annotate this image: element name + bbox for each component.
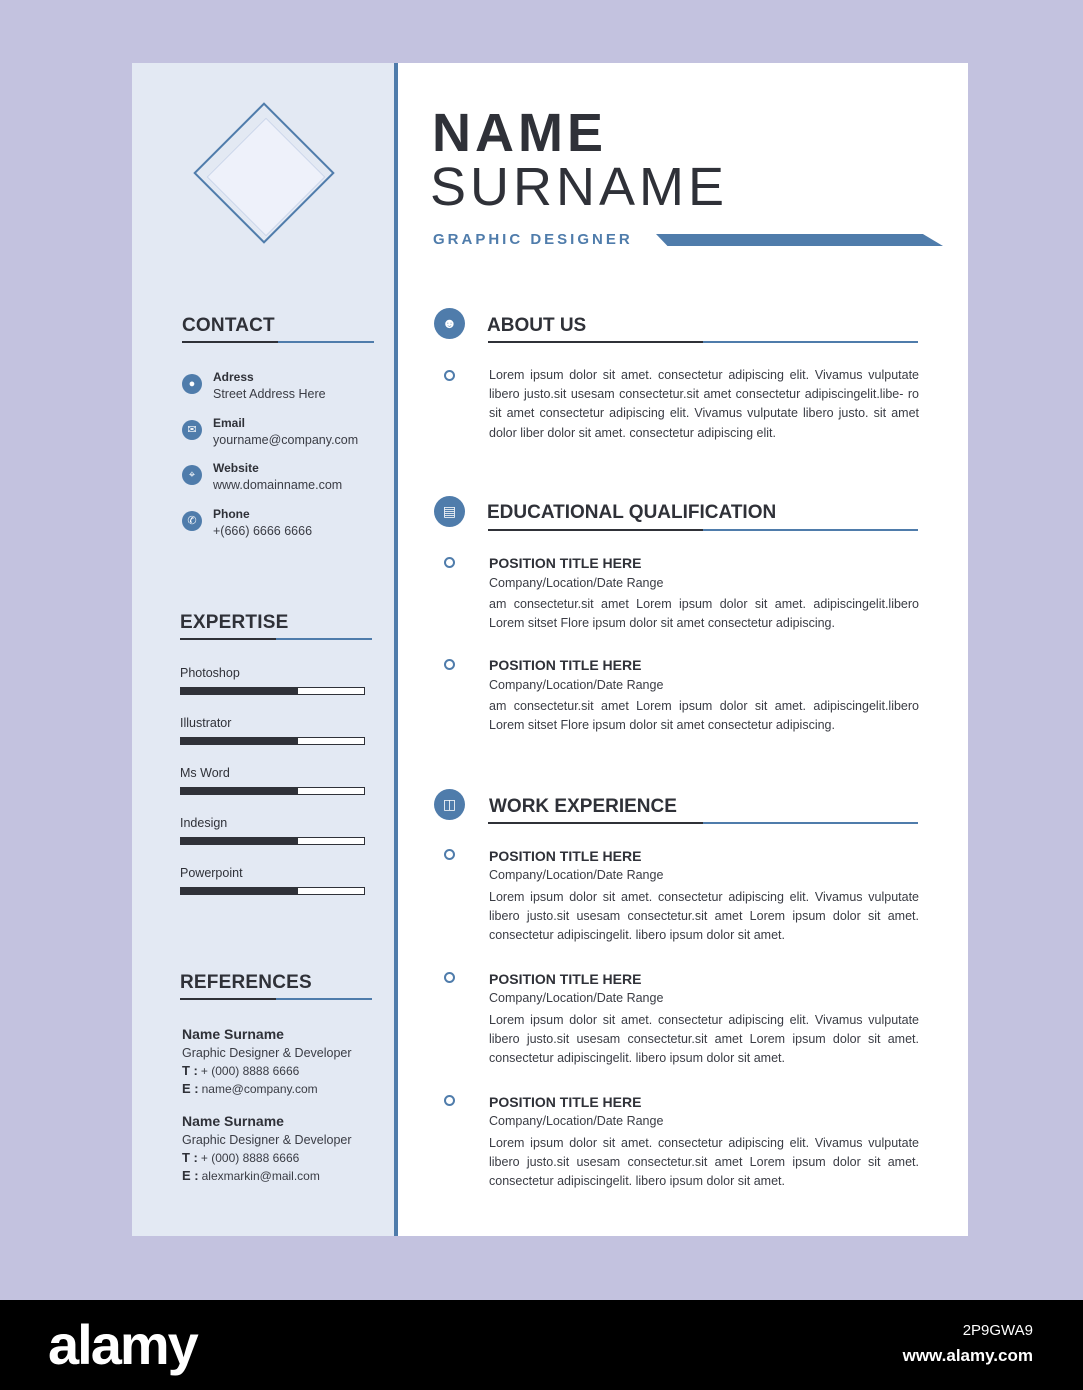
skill-name: Indesign: [180, 816, 228, 830]
bullet-icon: [444, 557, 455, 568]
phone-value: + (000) 8888 6666: [200, 1151, 300, 1165]
contact-value: Street Address Here: [213, 387, 326, 401]
contact-heading: CONTACT: [182, 315, 275, 336]
work-title: POSITION TITLE HERE: [489, 971, 642, 987]
references-heading-line: [180, 998, 372, 1000]
user-icon: ☻: [434, 308, 465, 339]
location-pin-icon: ●: [182, 374, 202, 394]
about-heading-line: [488, 341, 918, 343]
skill-fill: [181, 738, 298, 744]
work-text: Lorem ipsum dolor sit amet. consectetur adipiscing elit. Vivamus vulputate libero justo.sit usesam consectetur.sit amet Lorem ipsum dolor sit amet. consectetur adipiscingelit. libero ipsum dolor sit amet.: [489, 1013, 919, 1066]
contact-heading-line: [182, 341, 374, 343]
contact-website: [182, 461, 382, 501]
email-value[interactable]: name@company.com: [201, 1082, 318, 1096]
skill-item: [180, 816, 370, 845]
skill-fill: [181, 688, 298, 694]
watermark-footer: [0, 1300, 1083, 1390]
skill-fill: [181, 788, 298, 794]
about-text: Lorem ipsum dolor sit amet. consectetur adipiscing elit. Vivamus vulputate libero justo.sit usesam consectetur.sit amet consectetur adipiscingelit.libe- ro sit amet consectetur adipiscing elit. Vivamus vulputate libero justo. sit amet dolor liber dolor sit amet. consectetur adipiscing elit.: [489, 368, 919, 440]
skill-item: [180, 766, 370, 795]
briefcase-icon: ◫: [434, 789, 465, 820]
last-name: SURNAME: [430, 157, 729, 217]
bullet-icon: [444, 370, 455, 381]
bullet-icon: [444, 659, 455, 670]
globe-icon: ⌖: [182, 465, 202, 485]
skill-name: Illustrator: [180, 716, 232, 730]
skill-item: [180, 866, 370, 895]
work-heading-line: [488, 822, 918, 824]
bullet-icon: [444, 1095, 455, 1106]
alamy-logo: alamy: [48, 1313, 197, 1376]
email-icon: ✉: [182, 420, 202, 440]
work-heading: WORK EXPERIENCE: [489, 796, 677, 817]
work-subtitle: Company/Location/Date Range: [489, 1114, 664, 1128]
reference-item: [182, 1026, 392, 1096]
phone-icon: ✆: [182, 511, 202, 531]
phone-value: + (000) 8888 6666: [200, 1064, 300, 1078]
contact-label: Phone: [213, 507, 250, 521]
skill-item: [180, 666, 370, 695]
education-heading: EDUCATIONAL QUALIFICATION: [487, 502, 777, 523]
contact-phone: [182, 507, 382, 547]
work-title: POSITION TITLE HERE: [489, 1094, 642, 1110]
skill-name: Ms Word: [180, 766, 230, 780]
education-title: POSITION TITLE HERE: [489, 555, 642, 571]
email-label: E :: [182, 1168, 199, 1183]
column-divider: [394, 63, 398, 1236]
job-title: GRAPHIC DESIGNER: [433, 231, 633, 248]
reference-item: [182, 1113, 392, 1183]
work-text: Lorem ipsum dolor sit amet. consectetur adipiscing elit. Vivamus vulputate libero justo.sit usesam consectetur.sit amet Lorem ipsum dolor sit amet. consectetur adipiscingelit. libero ipsum dolor sit amet.: [489, 890, 919, 943]
work-title: POSITION TITLE HERE: [489, 848, 642, 864]
education-text: am consectetur.sit amet Lorem ipsum dolor sit amet. adipiscingelit.libero Lorem sitset Flore ipsum dolor sit amet consectetur adipiscing.: [489, 597, 919, 631]
book-icon: ▤: [434, 496, 465, 527]
image-id: 2P9GWA9: [962, 1322, 1033, 1339]
phone-label: T :: [182, 1150, 198, 1165]
skill-bar: [180, 837, 365, 845]
reference-phone: [182, 1063, 392, 1078]
sidebar: [132, 63, 394, 1236]
work-subtitle: Company/Location/Date Range: [489, 868, 664, 882]
references-heading: REFERENCES: [180, 972, 312, 993]
footer-url[interactable]: www.alamy.com: [902, 1346, 1033, 1365]
bullet-icon: [444, 849, 455, 860]
resume-page: [132, 63, 968, 1236]
job-title-accent-bar: [656, 234, 943, 246]
skill-name: Powerpoint: [180, 866, 243, 880]
education-text: am consectetur.sit amet Lorem ipsum dolor sit amet. adipiscingelit.libero Lorem sitset Flore ipsum dolor sit amet consectetur adipiscing.: [489, 699, 919, 733]
skill-bar: [180, 887, 365, 895]
contact-label: Email: [213, 416, 246, 430]
skill-bar: [180, 737, 365, 745]
about-heading: ABOUT US: [487, 315, 587, 336]
reference-name: Name Surname: [182, 1026, 284, 1042]
contact-email: [182, 416, 382, 456]
reference-name: Name Surname: [182, 1113, 284, 1129]
skill-item: [180, 716, 370, 745]
email-label: E :: [182, 1081, 199, 1096]
education-subtitle: Company/Location/Date Range: [489, 678, 664, 692]
expertise-heading-line: [180, 638, 372, 640]
contact-value[interactable]: yourname@company.com: [213, 433, 359, 447]
bullet-icon: [444, 972, 455, 983]
skill-name: Photoshop: [180, 666, 240, 680]
skill-fill: [181, 838, 298, 844]
photo-placeholder: [207, 118, 326, 237]
reference-role: Graphic Designer & Developer: [182, 1046, 352, 1060]
reference-email: [182, 1168, 392, 1183]
work-text: Lorem ipsum dolor sit amet. consectetur adipiscing elit. Vivamus vulputate libero justo.sit usesam consectetur.sit amet Lorem ipsum dolor sit amet. consectetur adipiscingelit. libero ipsum dolor sit amet.: [489, 1136, 919, 1189]
contact-value[interactable]: www.domainname.com: [213, 478, 343, 492]
reference-email: [182, 1081, 392, 1096]
contact-label: Adress: [213, 370, 254, 384]
contact-label: Website: [213, 461, 259, 475]
first-name: NAME: [432, 103, 607, 163]
skill-bar: [180, 687, 365, 695]
work-subtitle: Company/Location/Date Range: [489, 991, 664, 1005]
education-subtitle: Company/Location/Date Range: [489, 576, 664, 590]
skill-bar: [180, 787, 365, 795]
phone-label: T :: [182, 1063, 198, 1078]
education-heading-line: [488, 529, 918, 531]
contact-value: +(666) 6666 6666: [213, 524, 313, 538]
expertise-heading: EXPERTISE: [180, 612, 289, 633]
education-title: POSITION TITLE HERE: [489, 657, 642, 673]
skill-fill: [181, 888, 298, 894]
email-value[interactable]: alexmarkin@mail.com: [201, 1169, 320, 1183]
contact-address: [182, 370, 382, 410]
reference-phone: [182, 1150, 392, 1165]
reference-role: Graphic Designer & Developer: [182, 1133, 352, 1147]
